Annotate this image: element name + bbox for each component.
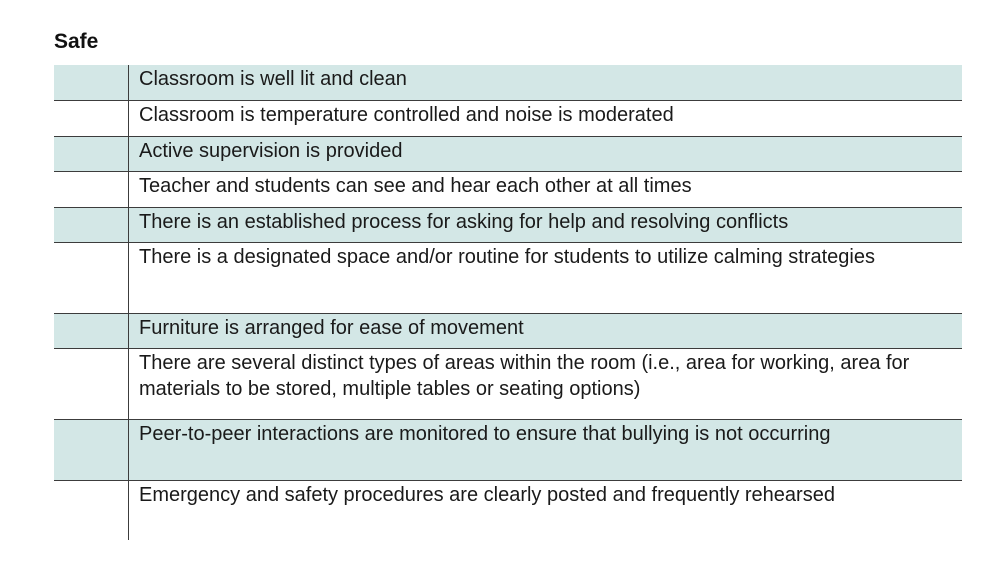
checklist-item-text: Active supervision is provided (129, 136, 963, 171)
checkbox-cell[interactable] (54, 171, 129, 207)
checklist-row (54, 480, 962, 540)
checkbox-cell[interactable] (54, 136, 129, 171)
checklist-item-text: Furniture is arranged for ease of movement (129, 313, 963, 348)
checkbox-cell[interactable] (54, 348, 129, 419)
checklist-row (54, 207, 962, 242)
checkbox-cell[interactable] (54, 480, 129, 540)
checkbox-cell[interactable] (54, 207, 129, 242)
checkbox-cell[interactable] (54, 313, 129, 348)
checklist-item-text: Teacher and students can see and hear each other at all times (129, 171, 963, 207)
checklist-row (54, 136, 962, 171)
checklist-row (54, 171, 962, 207)
checklist-item-text: There is an established process for asking for help and resolving conflicts (129, 207, 963, 242)
checklist-row (54, 65, 962, 100)
checklist-item-text: Classroom is temperature controlled and noise is moderated (129, 100, 963, 136)
section-title: Safe (54, 30, 99, 53)
checklist-row (54, 242, 962, 313)
checklist-item-text: There are several distinct types of areas within the room (i.e., area for working, area for materials to be stored, multiple tables or seating options) (129, 348, 963, 419)
checklist-item-text: Peer-to-peer interactions are monitored to ensure that bullying is not occurring (129, 419, 963, 480)
checklist-row (54, 313, 962, 348)
checkbox-cell[interactable] (54, 419, 129, 480)
checklist-row (54, 348, 962, 419)
checklist-row (54, 419, 962, 480)
checklist-item-text: Emergency and safety procedures are clearly posted and frequently rehearsed (129, 480, 963, 540)
checkbox-cell[interactable] (54, 100, 129, 136)
safe-checklist-table (54, 65, 962, 540)
checklist-row (54, 100, 962, 136)
checklist-item-text: Classroom is well lit and clean (129, 65, 963, 100)
checklist-item-text: There is a designated space and/or routine for students to utilize calming strategies (129, 242, 963, 313)
checkbox-cell[interactable] (54, 65, 129, 100)
checkbox-cell[interactable] (54, 242, 129, 313)
